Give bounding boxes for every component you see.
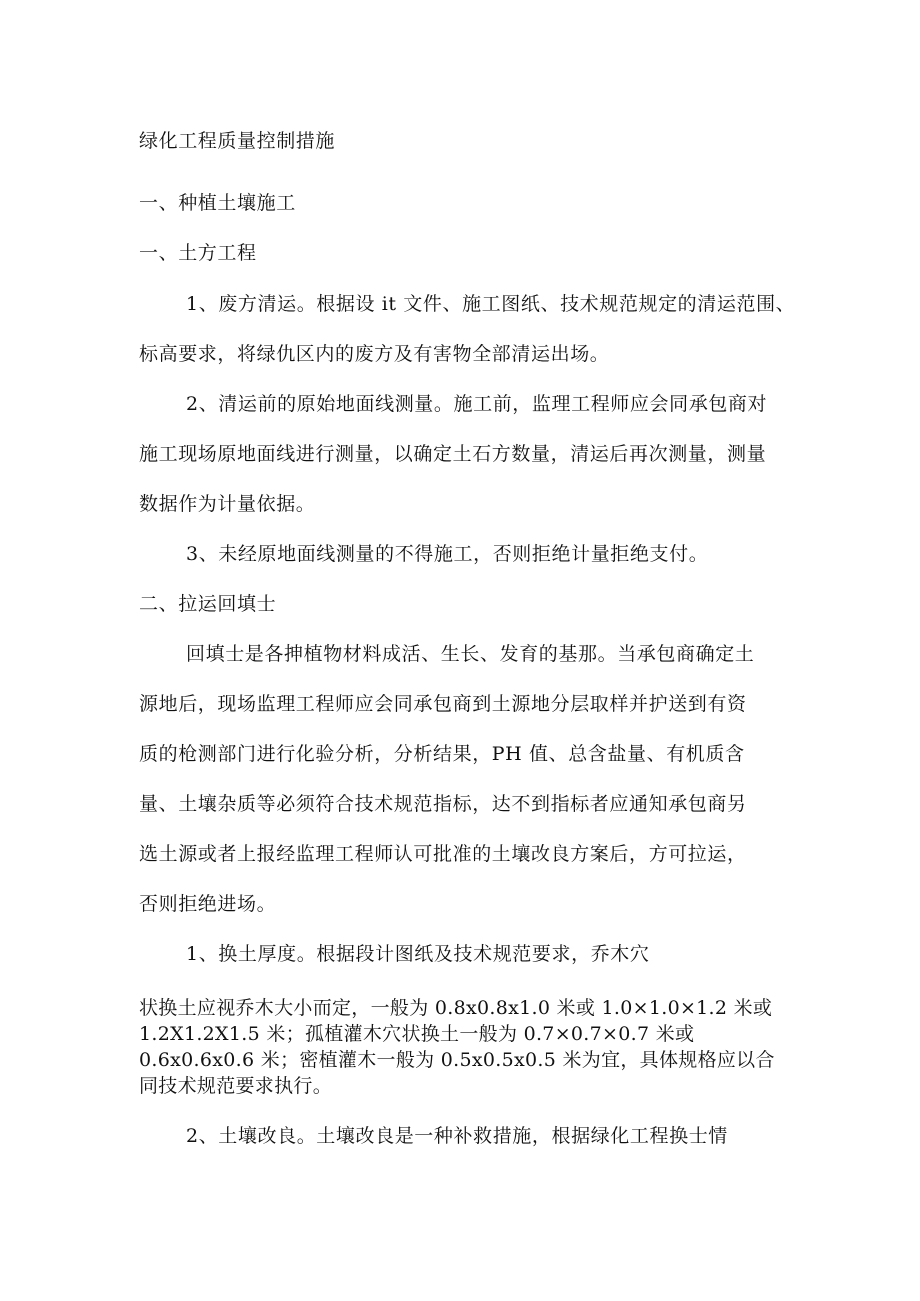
paragraph-line: 标高要求，将绿仇区内的废方及有害物全部清运出场。 <box>139 343 610 365</box>
paragraph-line: 0.6x0.6x0.6 米；密植灌木一般为 0.5x0.5x0.5 米为宜，具体规格应以合 <box>139 1049 775 1071</box>
paragraph-line: 质的枪测部门进行化验分析，分析结果，PH 值、总含盐量、有机质含 <box>139 743 745 765</box>
subsection-heading: 一、土方工程 <box>139 242 257 264</box>
paragraph-line: 数据作为计量依据。 <box>139 493 316 515</box>
paragraph-line: 源地后，现场监理工程师应会同承包商到土源地分层取样并护送到有资 <box>139 693 747 715</box>
paragraph-line: 状换土应视乔木大小而定，一般为 0.8x0.8x1.0 米或 1.0×1.0×1.2 米或 <box>139 997 773 1019</box>
subsection-heading: 二、拉运回填士 <box>139 593 277 615</box>
paragraph-line: 2、土壤改良。土壤改良是一种补救措施，根据绿化工程换士情 <box>186 1125 728 1147</box>
paragraph-line: 3、未经原地面线测量的不得施工，否则拒绝计量拒绝支付。 <box>186 543 709 565</box>
paragraph-line: 施工现场原地面线进行测量，以确定土石方数量，清运后再次测量，测量 <box>139 443 767 465</box>
paragraph-line: 回填士是各抻植物材料成活、生长、发育的基那。当承包商确定土 <box>186 643 755 665</box>
section-heading: 一、种植土壤施工 <box>139 192 296 214</box>
paragraph-line: 选土源或者上报经监理工程师认可批准的土壤改良方案后，方可拉运， <box>139 843 747 865</box>
paragraph-line: 2、清运前的原始地面线测量。施工前，监理工程师应会同承包商对 <box>186 393 768 415</box>
paragraph-line: 1、废方清运。根据设 it 文件、施工图纸、技术规范规定的清运范围、 <box>186 293 796 315</box>
paragraph-line: 量、土壤杂质等必须符合技术规范指标，达不到指标者应通知承包商另 <box>139 793 747 815</box>
document-title: 绿化工程质量控制措施 <box>139 130 336 152</box>
paragraph-line: 1.2X1.2X1.5 米；孤植灌木穴状换土一般为 0.7×0.7×0.7 米或 <box>139 1023 695 1045</box>
paragraph-line: 否则拒绝进场。 <box>139 893 277 915</box>
paragraph-line: 同技术规范要求执行。 <box>139 1075 333 1097</box>
paragraph-line: 1、换土厚度。根据段计图纸及技术规范要求，乔木穴 <box>186 943 650 965</box>
